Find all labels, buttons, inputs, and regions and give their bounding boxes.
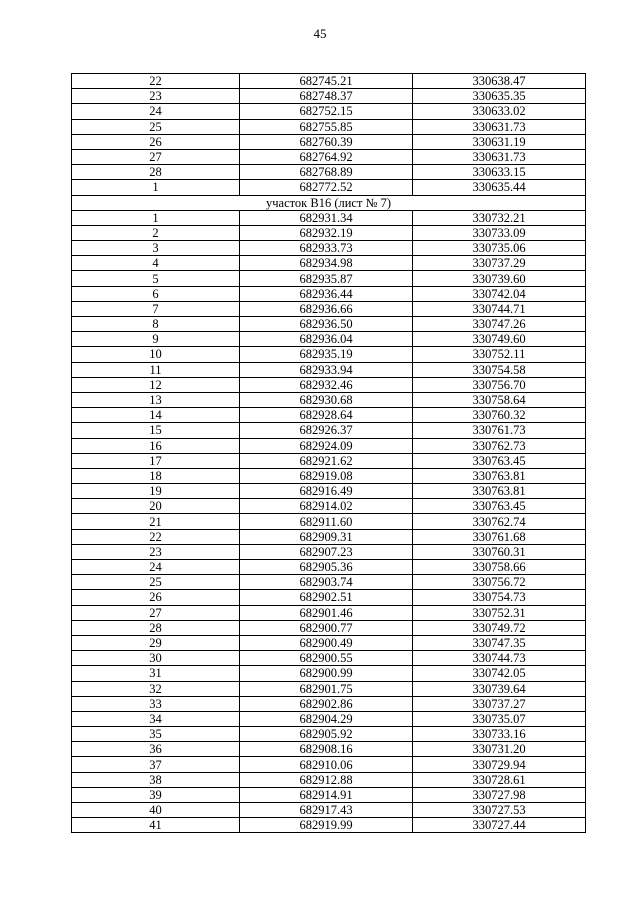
x-coordinate-cell: 682745.21 — [240, 74, 413, 89]
x-coordinate-cell: 682933.73 — [240, 241, 413, 256]
x-coordinate-cell: 682912.88 — [240, 772, 413, 787]
x-coordinate-cell: 682935.87 — [240, 271, 413, 286]
point-number-cell: 1 — [72, 210, 240, 225]
y-coordinate-cell: 330631.73 — [413, 119, 586, 134]
point-number-cell: 18 — [72, 468, 240, 483]
table-row — [72, 651, 586, 666]
table-row — [72, 711, 586, 726]
table-row — [72, 392, 586, 407]
table-row — [72, 332, 586, 347]
table-row — [72, 605, 586, 620]
table-row — [72, 165, 586, 180]
x-coordinate-cell: 682931.34 — [240, 210, 413, 225]
table-row — [72, 484, 586, 499]
table-row — [72, 362, 586, 377]
point-number-cell: 37 — [72, 757, 240, 772]
x-coordinate-cell: 682926.37 — [240, 423, 413, 438]
y-coordinate-cell: 330631.73 — [413, 149, 586, 164]
y-coordinate-cell: 330749.60 — [413, 332, 586, 347]
table-row — [72, 803, 586, 818]
point-number-cell: 27 — [72, 149, 240, 164]
table-row — [72, 514, 586, 529]
y-coordinate-cell: 330638.47 — [413, 74, 586, 89]
x-coordinate-cell: 682936.04 — [240, 332, 413, 347]
section-header-row — [72, 195, 586, 210]
x-coordinate-cell: 682768.89 — [240, 165, 413, 180]
point-number-cell: 19 — [72, 484, 240, 499]
point-number-cell: 24 — [72, 104, 240, 119]
x-coordinate-cell: 682936.44 — [240, 286, 413, 301]
y-coordinate-cell: 330727.98 — [413, 787, 586, 802]
y-coordinate-cell: 330763.45 — [413, 499, 586, 514]
table-row — [72, 560, 586, 575]
point-number-cell: 39 — [72, 787, 240, 802]
y-coordinate-cell: 330752.31 — [413, 605, 586, 620]
x-coordinate-cell: 682935.19 — [240, 347, 413, 362]
x-coordinate-cell: 682760.39 — [240, 134, 413, 149]
y-coordinate-cell: 330761.68 — [413, 529, 586, 544]
y-coordinate-cell: 330739.64 — [413, 681, 586, 696]
y-coordinate-cell: 330729.94 — [413, 757, 586, 772]
table-row — [72, 256, 586, 271]
table-row — [72, 347, 586, 362]
table-row — [72, 134, 586, 149]
point-number-cell: 38 — [72, 772, 240, 787]
table-row — [72, 104, 586, 119]
y-coordinate-cell: 330727.53 — [413, 803, 586, 818]
x-coordinate-cell: 682919.99 — [240, 818, 413, 833]
table-row — [72, 468, 586, 483]
point-number-cell: 16 — [72, 438, 240, 453]
x-coordinate-cell: 682934.98 — [240, 256, 413, 271]
x-coordinate-cell: 682900.99 — [240, 666, 413, 681]
point-number-cell: 31 — [72, 666, 240, 681]
y-coordinate-cell: 330731.20 — [413, 742, 586, 757]
x-coordinate-cell: 682921.62 — [240, 453, 413, 468]
y-coordinate-cell: 330735.06 — [413, 241, 586, 256]
point-number-cell: 11 — [72, 362, 240, 377]
x-coordinate-cell: 682911.60 — [240, 514, 413, 529]
x-coordinate-cell: 682901.75 — [240, 681, 413, 696]
table-row — [72, 210, 586, 225]
point-number-cell: 22 — [72, 74, 240, 89]
point-number-cell: 30 — [72, 651, 240, 666]
table-row — [72, 286, 586, 301]
y-coordinate-cell: 330762.73 — [413, 438, 586, 453]
y-coordinate-cell: 330754.73 — [413, 590, 586, 605]
point-number-cell: 3 — [72, 241, 240, 256]
x-coordinate-cell: 682933.94 — [240, 362, 413, 377]
y-coordinate-cell: 330635.35 — [413, 89, 586, 104]
y-coordinate-cell: 330631.19 — [413, 134, 586, 149]
y-coordinate-cell: 330758.64 — [413, 392, 586, 407]
x-coordinate-cell: 682936.66 — [240, 301, 413, 316]
point-number-cell: 26 — [72, 590, 240, 605]
x-coordinate-cell: 682908.16 — [240, 742, 413, 757]
point-number-cell: 25 — [72, 575, 240, 590]
section-header-group — [72, 195, 586, 210]
table-row — [72, 180, 586, 195]
table-row — [72, 696, 586, 711]
y-coordinate-cell: 330760.32 — [413, 408, 586, 423]
x-coordinate-cell: 682748.37 — [240, 89, 413, 104]
y-coordinate-cell: 330733.09 — [413, 225, 586, 240]
page-number: 45 — [313, 26, 327, 41]
x-coordinate-cell: 682919.08 — [240, 468, 413, 483]
x-coordinate-cell: 682910.06 — [240, 757, 413, 772]
table-row — [72, 499, 586, 514]
point-number-cell: 28 — [72, 165, 240, 180]
y-coordinate-cell: 330752.11 — [413, 347, 586, 362]
y-coordinate-cell: 330762.74 — [413, 514, 586, 529]
point-number-cell: 2 — [72, 225, 240, 240]
x-coordinate-cell: 682900.55 — [240, 651, 413, 666]
point-number-cell: 5 — [72, 271, 240, 286]
point-number-cell: 12 — [72, 377, 240, 392]
y-coordinate-cell: 330635.44 — [413, 180, 586, 195]
point-number-cell: 36 — [72, 742, 240, 757]
point-number-cell: 29 — [72, 635, 240, 650]
table-row — [72, 635, 586, 650]
point-number-cell: 13 — [72, 392, 240, 407]
table-row — [72, 317, 586, 332]
table-row — [72, 772, 586, 787]
point-number-cell: 8 — [72, 317, 240, 332]
y-coordinate-cell: 330763.81 — [413, 468, 586, 483]
table-row — [72, 787, 586, 802]
point-number-cell: 1 — [72, 180, 240, 195]
rows-after-section — [72, 210, 586, 833]
table-row — [72, 620, 586, 635]
table-row — [72, 377, 586, 392]
section-title: участок В16 (лист № 7) — [72, 195, 586, 210]
point-number-cell: 32 — [72, 681, 240, 696]
point-number-cell: 15 — [72, 423, 240, 438]
point-number-cell: 28 — [72, 620, 240, 635]
table-row — [72, 681, 586, 696]
x-coordinate-cell: 682936.50 — [240, 317, 413, 332]
point-number-cell: 6 — [72, 286, 240, 301]
table-row — [72, 423, 586, 438]
table-row — [72, 74, 586, 89]
point-number-cell: 23 — [72, 544, 240, 559]
table-row — [72, 271, 586, 286]
x-coordinate-cell: 682752.15 — [240, 104, 413, 119]
x-coordinate-cell: 682772.52 — [240, 180, 413, 195]
table-row — [72, 453, 586, 468]
y-coordinate-cell: 330739.60 — [413, 271, 586, 286]
table-row — [72, 575, 586, 590]
x-coordinate-cell: 682928.64 — [240, 408, 413, 423]
x-coordinate-cell: 682900.77 — [240, 620, 413, 635]
x-coordinate-cell: 682900.49 — [240, 635, 413, 650]
y-coordinate-cell: 330749.72 — [413, 620, 586, 635]
table-row — [72, 727, 586, 742]
point-number-cell: 20 — [72, 499, 240, 514]
y-coordinate-cell: 330727.44 — [413, 818, 586, 833]
y-coordinate-cell: 330763.45 — [413, 453, 586, 468]
y-coordinate-cell: 330754.58 — [413, 362, 586, 377]
y-coordinate-cell: 330760.31 — [413, 544, 586, 559]
y-coordinate-cell: 330728.61 — [413, 772, 586, 787]
y-coordinate-cell: 330742.04 — [413, 286, 586, 301]
y-coordinate-cell: 330756.70 — [413, 377, 586, 392]
table-row — [72, 757, 586, 772]
y-coordinate-cell: 330744.73 — [413, 651, 586, 666]
x-coordinate-cell: 682930.68 — [240, 392, 413, 407]
rows-before-section — [72, 74, 586, 196]
x-coordinate-cell: 682902.86 — [240, 696, 413, 711]
y-coordinate-cell: 330735.07 — [413, 711, 586, 726]
table-row — [72, 225, 586, 240]
y-coordinate-cell: 330756.72 — [413, 575, 586, 590]
y-coordinate-cell: 330732.21 — [413, 210, 586, 225]
table-row — [72, 149, 586, 164]
point-number-cell: 26 — [72, 134, 240, 149]
x-coordinate-cell: 682916.49 — [240, 484, 413, 499]
table-row — [72, 438, 586, 453]
x-coordinate-cell: 682907.23 — [240, 544, 413, 559]
y-coordinate-cell: 330744.71 — [413, 301, 586, 316]
table-row — [72, 666, 586, 681]
x-coordinate-cell: 682917.43 — [240, 803, 413, 818]
point-number-cell: 10 — [72, 347, 240, 362]
x-coordinate-cell: 682901.46 — [240, 605, 413, 620]
x-coordinate-cell: 682903.74 — [240, 575, 413, 590]
y-coordinate-cell: 330633.02 — [413, 104, 586, 119]
point-number-cell: 40 — [72, 803, 240, 818]
y-coordinate-cell: 330758.66 — [413, 560, 586, 575]
y-coordinate-cell: 330733.16 — [413, 727, 586, 742]
table-row — [72, 818, 586, 833]
y-coordinate-cell: 330747.26 — [413, 317, 586, 332]
point-number-cell: 25 — [72, 119, 240, 134]
point-number-cell: 41 — [72, 818, 240, 833]
x-coordinate-cell: 682764.92 — [240, 149, 413, 164]
table-row — [72, 590, 586, 605]
point-number-cell: 27 — [72, 605, 240, 620]
point-number-cell: 33 — [72, 696, 240, 711]
point-number-cell: 14 — [72, 408, 240, 423]
table-row — [72, 408, 586, 423]
point-number-cell: 35 — [72, 727, 240, 742]
table-row — [72, 89, 586, 104]
x-coordinate-cell: 682904.29 — [240, 711, 413, 726]
table-row — [72, 241, 586, 256]
y-coordinate-cell: 330737.29 — [413, 256, 586, 271]
point-number-cell: 17 — [72, 453, 240, 468]
point-number-cell: 23 — [72, 89, 240, 104]
y-coordinate-cell: 330742.05 — [413, 666, 586, 681]
table-row — [72, 544, 586, 559]
x-coordinate-cell: 682905.36 — [240, 560, 413, 575]
coordinates-table — [71, 73, 586, 833]
x-coordinate-cell: 682902.51 — [240, 590, 413, 605]
x-coordinate-cell: 682932.19 — [240, 225, 413, 240]
table-row — [72, 119, 586, 134]
point-number-cell: 9 — [72, 332, 240, 347]
table-row — [72, 529, 586, 544]
table-row — [72, 742, 586, 757]
y-coordinate-cell: 330763.81 — [413, 484, 586, 499]
x-coordinate-cell: 682909.31 — [240, 529, 413, 544]
y-coordinate-cell: 330633.15 — [413, 165, 586, 180]
point-number-cell: 7 — [72, 301, 240, 316]
x-coordinate-cell: 682914.02 — [240, 499, 413, 514]
point-number-cell: 24 — [72, 560, 240, 575]
y-coordinate-cell: 330737.27 — [413, 696, 586, 711]
y-coordinate-cell: 330761.73 — [413, 423, 586, 438]
x-coordinate-cell: 682755.85 — [240, 119, 413, 134]
x-coordinate-cell: 682932.46 — [240, 377, 413, 392]
x-coordinate-cell: 682924.09 — [240, 438, 413, 453]
x-coordinate-cell: 682905.92 — [240, 727, 413, 742]
point-number-cell: 21 — [72, 514, 240, 529]
point-number-cell: 22 — [72, 529, 240, 544]
y-coordinate-cell: 330747.35 — [413, 635, 586, 650]
table-row — [72, 301, 586, 316]
point-number-cell: 34 — [72, 711, 240, 726]
x-coordinate-cell: 682914.91 — [240, 787, 413, 802]
point-number-cell: 4 — [72, 256, 240, 271]
